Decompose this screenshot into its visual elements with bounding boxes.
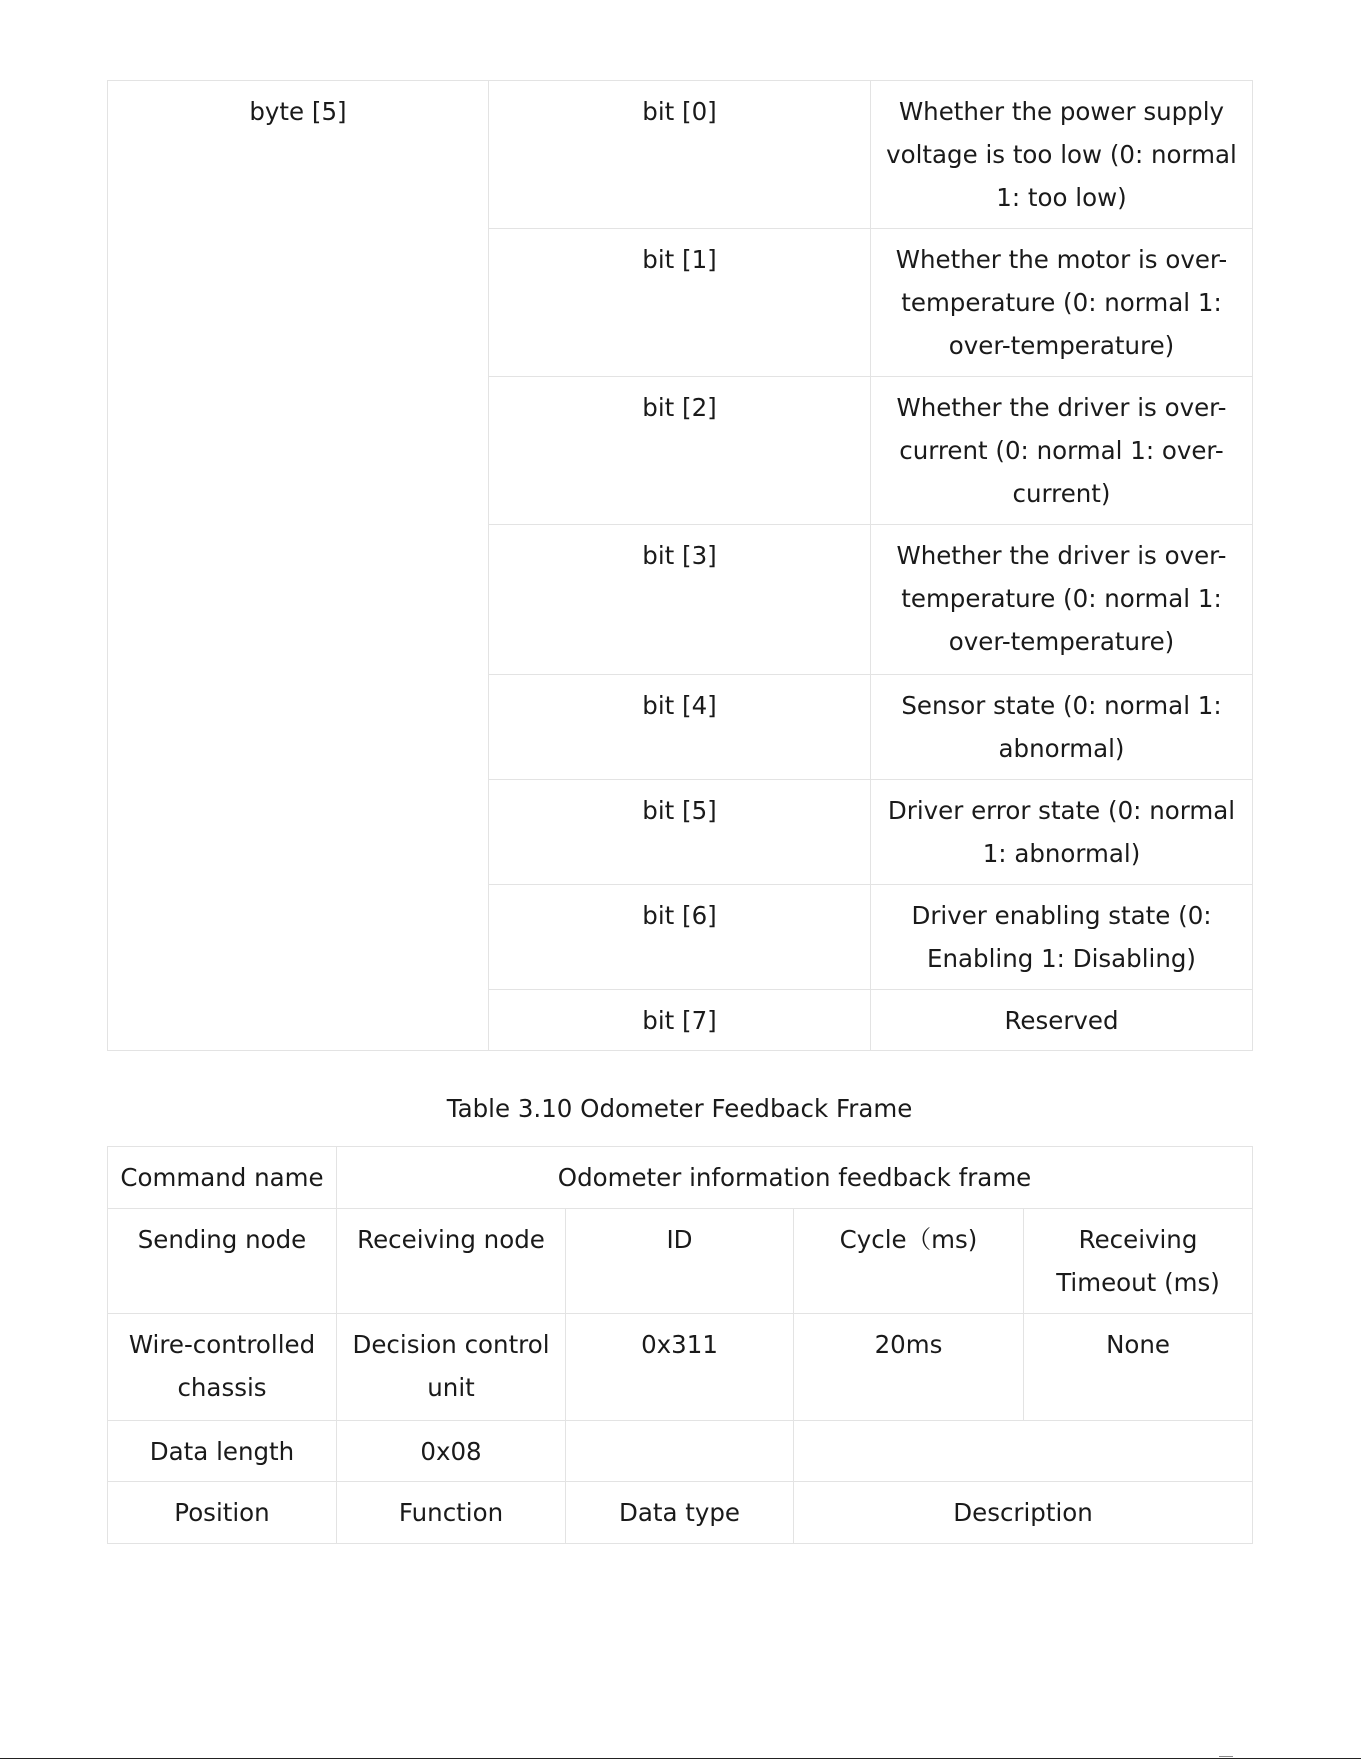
data-length-label: Data length <box>108 1421 337 1482</box>
bit-description-cell: Driver enabling state (0: Enabling 1: Disabling) <box>871 885 1253 990</box>
value-cell: 20ms <box>794 1314 1024 1421</box>
table-row <box>108 1421 1253 1482</box>
value-cell: Decision control unit <box>337 1314 566 1421</box>
header-cell: ID <box>566 1209 794 1314</box>
command-name-label: Command name <box>108 1147 337 1209</box>
table-row <box>108 1147 1253 1209</box>
bit-description-cell: Driver error state (0: normal 1: abnormal) <box>871 780 1253 885</box>
page-bottom-rule <box>0 1758 1361 1759</box>
table-row <box>108 1209 1253 1314</box>
bit-cell: bit [2] <box>489 377 871 525</box>
bit-cell: bit [3] <box>489 525 871 675</box>
bit-description-cell: Reserved <box>871 990 1253 1051</box>
table-row <box>108 1482 1253 1544</box>
table-row <box>108 81 1253 229</box>
column-header: Function <box>337 1482 566 1544</box>
column-header: Description <box>794 1482 1253 1544</box>
table-caption: Table 3.10 Odometer Feedback Frame <box>446 1094 913 1123</box>
bit-cell: bit [0] <box>489 81 871 229</box>
byte5-bits-table <box>107 80 1253 1051</box>
byte-label-cell: byte [5] <box>108 81 489 1051</box>
header-cell: Cycle（ms) <box>794 1209 1024 1314</box>
odometer-feedback-table <box>107 1146 1253 1544</box>
header-cell: Receiving node <box>337 1209 566 1314</box>
header-cell: Sending node <box>108 1209 337 1314</box>
value-cell: None <box>1024 1314 1253 1421</box>
page-corner-mark <box>1219 1756 1233 1757</box>
bit-cell: bit [1] <box>489 229 871 377</box>
bit-cell: bit [4] <box>489 675 871 780</box>
header-cell: Receiving Timeout (ms) <box>1024 1209 1253 1314</box>
bit-description-cell: Whether the driver is over-temperature (0: normal 1: over-temperature) <box>871 525 1253 675</box>
bit-cell: bit [5] <box>489 780 871 885</box>
value-cell: Wire-controlled chassis <box>108 1314 337 1421</box>
command-name-value: Odometer information feedback frame <box>337 1147 1253 1209</box>
bit-description-cell: Whether the motor is over-temperature (0: normal 1: over-temperature) <box>871 229 1253 377</box>
bit-description-cell: Whether the driver is over-current (0: normal 1: over-current) <box>871 377 1253 525</box>
column-header: Data type <box>566 1482 794 1544</box>
empty-cell <box>566 1421 794 1482</box>
table-row <box>108 1314 1253 1421</box>
value-cell: 0x311 <box>566 1314 794 1421</box>
data-length-value: 0x08 <box>337 1421 566 1482</box>
bit-description-cell: Whether the power supply voltage is too low (0: normal 1: too low) <box>871 81 1253 229</box>
bit-description-cell: Sensor state (0: normal 1: abnormal) <box>871 675 1253 780</box>
bit-cell: bit [6] <box>489 885 871 990</box>
empty-cell <box>794 1421 1253 1482</box>
bit-cell: bit [7] <box>489 990 871 1051</box>
column-header: Position <box>108 1482 337 1544</box>
